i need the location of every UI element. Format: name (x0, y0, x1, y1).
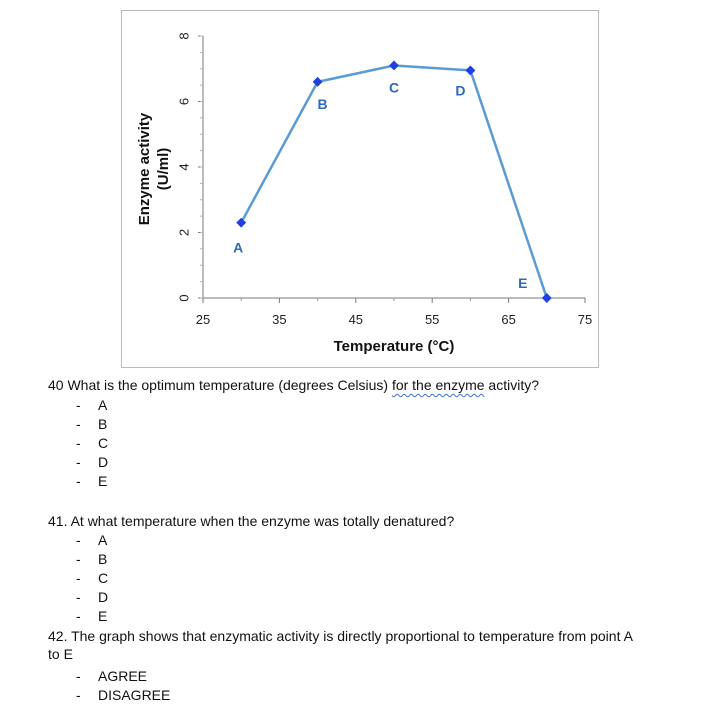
point-label-c: C (388, 79, 400, 96)
option-dash: - (76, 435, 81, 451)
option-dash: - (76, 551, 81, 567)
x-tick-label: 25 (195, 312, 211, 327)
y-axis-title-line-1: Enzyme activity (136, 112, 153, 226)
option-label: B (98, 416, 108, 432)
option-dash: - (76, 608, 81, 624)
data-point-c (389, 61, 399, 71)
y-tick-label: 2 (176, 228, 192, 237)
option-label: A (98, 397, 108, 413)
question-42-line-2: to E (48, 646, 73, 662)
x-tick-label: 55 (424, 312, 440, 327)
x-tick-label: 45 (348, 312, 364, 327)
option-dash: - (76, 416, 81, 432)
y-tick-label: 8 (176, 32, 192, 40)
option-dash: - (76, 589, 81, 605)
option-label: D (98, 454, 109, 470)
x-axis-title: Temperature (°C) (333, 338, 455, 355)
series-line (241, 65, 547, 298)
option-label: D (98, 589, 109, 605)
enzyme-activity-chart (122, 11, 598, 367)
option-dash: - (76, 687, 81, 703)
option-label: DISAGREE (98, 687, 171, 703)
question-42 (48, 627, 633, 663)
question-42-line-1: 42. The graph shows that enzymatic activity is directly proportional to temperature from point A (48, 628, 633, 644)
data-point-a (236, 218, 246, 228)
y-tick-label: 0 (176, 294, 192, 302)
option-dash: - (76, 454, 81, 470)
option-label: C (98, 570, 109, 586)
option-dash: - (76, 570, 81, 586)
option-label: AGREE (98, 668, 148, 684)
data-point-b (313, 77, 323, 87)
option-label: A (98, 532, 108, 548)
option-label: C (98, 435, 109, 451)
point-label-d: D (455, 82, 466, 99)
point-label-e: E (518, 275, 528, 291)
x-tick-label: 75 (577, 312, 593, 327)
option-label: E (98, 473, 108, 489)
question-40 (48, 376, 539, 394)
chart-frame (121, 10, 599, 368)
option-label: E (98, 608, 108, 624)
option-dash: - (76, 668, 81, 684)
option-dash: - (76, 397, 81, 413)
question-41-text: 41. At what temperature when the enzyme was totally denatured? (48, 513, 455, 529)
y-tick-label: 6 (176, 97, 192, 106)
y-tick-label: 4 (176, 163, 192, 171)
question-40-text-a: 40 What is the optimum temperature (degrees Celsius) (48, 377, 392, 393)
question-40-text-c: activity? (484, 377, 540, 393)
point-label-a: A (233, 239, 244, 256)
x-tick-label: 35 (272, 312, 287, 327)
question-40-text-underlined: for the enzyme (391, 377, 485, 393)
option-label: B (98, 551, 108, 567)
x-tick-label: 65 (501, 312, 516, 327)
option-dash: - (76, 532, 81, 548)
data-point-d (465, 65, 475, 75)
option-dash: - (76, 473, 81, 489)
point-label-b: B (317, 95, 328, 112)
data-point-e (542, 293, 552, 303)
y-axis-title-line-2: (U/ml) (155, 147, 172, 191)
question-41 (48, 512, 454, 530)
